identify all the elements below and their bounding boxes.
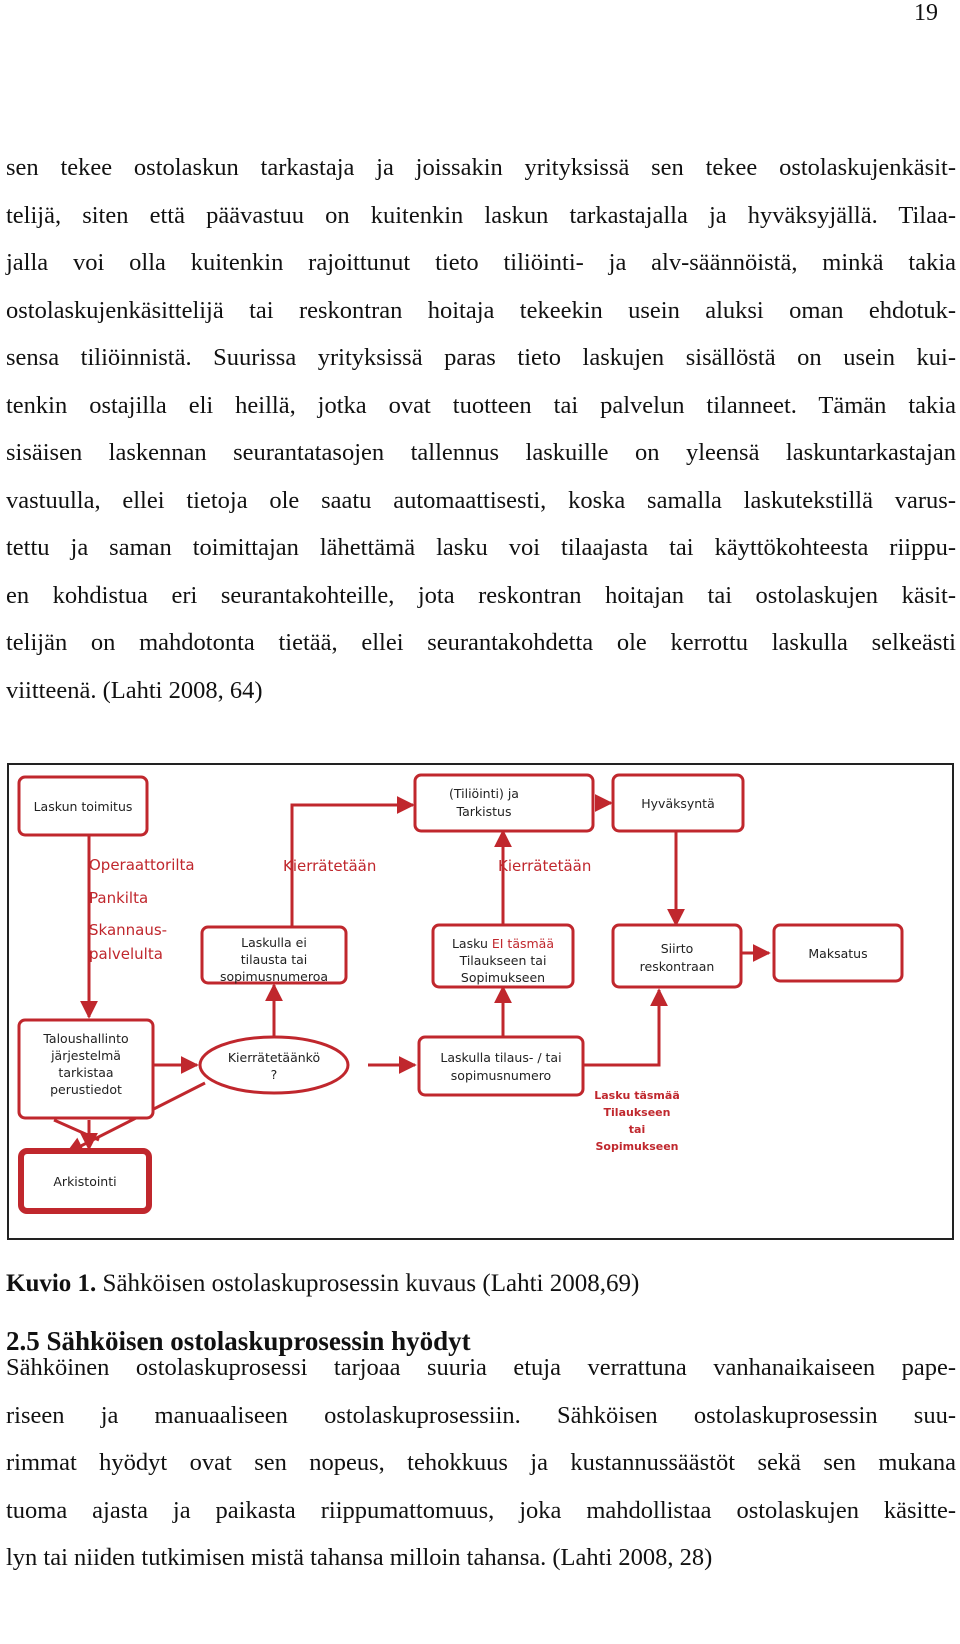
ei-tasmaa-word: Lasku (451, 936, 488, 951)
kierratetaanko-ellipse (200, 1037, 348, 1093)
text-line: riseen ja manuaaliseen ostolaskuprosessiin. Sähköisen ostolaskuprosessin suu- (6, 1401, 956, 1429)
skannaus-label: Skannaus- (89, 921, 168, 939)
connector (54, 1120, 99, 1140)
on-numero-box (419, 1037, 583, 1095)
arkistointi-text: Arkistointi (53, 1174, 117, 1189)
siirto-text: Siirto (660, 941, 694, 956)
skannaus-label: palvelulta (89, 945, 163, 963)
tasmaa-label: Tilaukseen (603, 1106, 671, 1119)
kierratetaanko-text: ? (270, 1067, 278, 1082)
tasmaa-label: Lasku täsmää (594, 1089, 680, 1102)
connector (584, 990, 659, 1065)
ei-tasmaa-text (452, 936, 554, 951)
kierratetaan-label: Kierrätetään (283, 857, 377, 875)
ei-numeroa-text: Laskulla ei (241, 935, 307, 950)
taloushallinto-text: järjestelmä (51, 1048, 121, 1063)
paragraph-1 (6, 144, 956, 714)
text-line: telijä, siten että päävastuu on kuitenkin laskun tarkastajalla ja hyväksyjällä. Tilaa- (6, 201, 956, 229)
ei-numeroa-text: sopimusnumeroa (219, 969, 329, 984)
section-heading: 2.5 Sähköisen ostolaskuprosessin hyödyt (6, 1326, 471, 1356)
tiliointi-text: Tarkistus (456, 804, 512, 819)
kierratetaan-label: Kierrätetään (498, 857, 592, 875)
tasmaa-label: tai (628, 1123, 646, 1136)
text-line: jalla voi olla kuitenkin rajoittunut tieto tiliöinti- ja alv-säännöistä, minkä takia (6, 249, 956, 276)
siirto-text: reskontraan (639, 959, 715, 974)
figure-caption (6, 1270, 639, 1298)
kierratetaanko-text: Kierrätetäänkö (227, 1050, 321, 1065)
text-line: sensa tiliöinnistä. Suurissa yrityksissä paras tieto laskujen sisällöstä on usein kui- (6, 344, 956, 371)
laskun-toimitus-text: Laskun toimitus (33, 799, 133, 814)
ei-tasmaa-text: Sopimukseen (460, 970, 546, 985)
maksatus-text: Maksatus (808, 946, 868, 961)
caption-label: Kuvio 1. (6, 1270, 97, 1297)
siirto-box (613, 925, 741, 987)
tiliointi-box (415, 775, 593, 831)
text-line: sisäisen laskennan seurantatasojen tallennus laskuille on yleensä laskuntarkastajan (6, 439, 956, 466)
on-numero-text: Laskulla tilaus- / tai (440, 1050, 562, 1065)
ei-tasmaa-highlight: EI täsmää (491, 936, 555, 951)
text-line: tenkin ostajilla eli heillä, jotka ovat tuotteen tai palvelun tilanneet. Tämän takia (6, 391, 956, 419)
paragraph-2 (6, 1344, 956, 1582)
text-line: sen tekee ostolaskun tarkastaja ja joissakin yrityksissä sen tekee ostolaskujenkäsit- (6, 154, 956, 181)
taloushallinto-text: tarkistaa (58, 1065, 114, 1080)
taloushallinto-text: perustiedot (50, 1082, 122, 1097)
pankilta-label: Pankilta (89, 889, 149, 907)
hyvaksynta-text: Hyväksyntä (641, 796, 715, 811)
operaattorilta-label: Operaattorilta (89, 856, 195, 874)
process-diagram (7, 763, 954, 1240)
text-line: telijän on mahdotonta tietää, ellei seurantakohdetta ole kerrottu laskulla selkeästi (6, 629, 956, 656)
taloushallinto-text: Taloushallinto (43, 1031, 129, 1046)
text-line: tuoma ajasta ja paikasta riippumattomuus, joka mahdollistaa ostolaskujen käsitte- (6, 1496, 956, 1524)
text-line: lyn tai niiden tutkimisen mistä tahansa milloin tahansa. (Lahti 2008, 28) (6, 1544, 713, 1571)
page-number: 19 (914, 0, 938, 26)
text-line: viitteenä. (Lahti 2008, 64) (6, 676, 263, 704)
text-line: ostolaskujenkäsittelijä tai reskontran hoitaja tekeekin usein aluksi oman ehdotuk- (6, 296, 956, 324)
text-line: tettu ja saman toimittajan lähettämä lasku voi tilaajasta tai käyttökohteesta riippu- (6, 534, 956, 561)
on-numero-text: sopimusnumero (450, 1068, 552, 1083)
ei-numeroa-text: tilausta tai (240, 952, 308, 967)
text-line: Sähköinen ostolaskuprosessi tarjoaa suuria etuja verrattuna vanhanaikaiseen pape- (6, 1354, 956, 1381)
caption-text: Sähköisen ostolaskuprosessin kuvaus (Lahti 2008,69) (96, 1270, 640, 1297)
text-line: en kohdistua eri seurantakohteille, jota reskontran hoitajan tai ostolaskujen käsit- (6, 581, 956, 609)
text-line: vastuulla, ellei tietoja ole saatu automaattisesti, koska samalla laskutekstillä varus- (6, 486, 956, 514)
tiliointi-text: (Tiliöinti) ja (449, 786, 519, 801)
tasmaa-label: Sopimukseen (595, 1140, 679, 1153)
ei-tasmaa-text: Tilaukseen tai (459, 953, 547, 968)
text-line: rimmat hyödyt ovat sen nopeus, tehokkuus ja kustannussäästöt sekä sen mukana (6, 1449, 956, 1476)
